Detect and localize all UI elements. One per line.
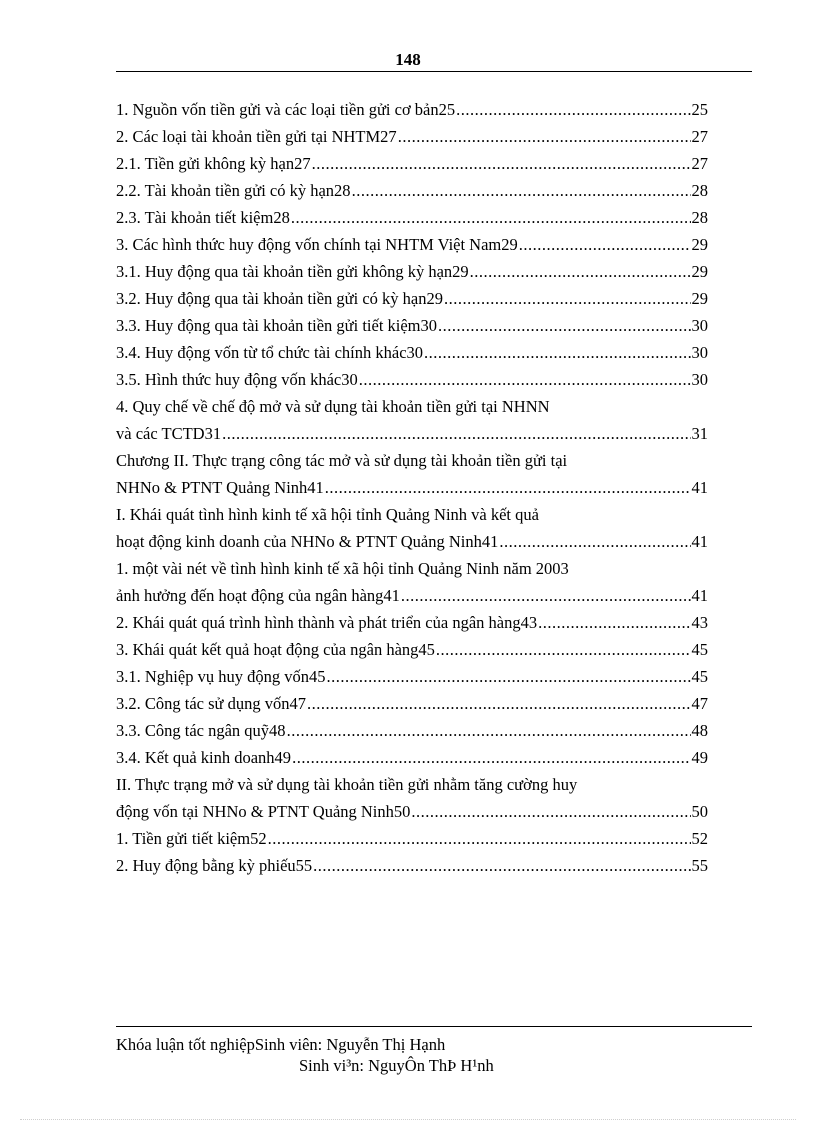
toc-entry-page: 50 — [691, 802, 708, 821]
toc-entry-page: 29 — [691, 289, 708, 308]
toc-entry-page: 30 — [691, 370, 708, 389]
toc-entry-page: 28 — [691, 181, 708, 200]
toc-entry-page: 30 — [691, 316, 708, 335]
toc-entry-title: 2.2. Tài khoản tiền gửi có kỳ hạn28 — [116, 181, 351, 200]
toc-dot-leader — [326, 663, 690, 690]
page-number: 148 — [395, 50, 421, 69]
toc-entry — [116, 636, 708, 663]
toc-entry-page: 55 — [691, 856, 708, 875]
toc-entry — [116, 393, 708, 420]
toc-entry — [116, 447, 708, 474]
toc-entry-title: ảnh hưởng đến hoạt động của ngân hàng41 — [116, 586, 400, 605]
toc-entry-page: 29 — [691, 262, 708, 281]
toc-entry-title: 3.3. Huy động qua tài khoản tiền gửi tiết kiệm30 — [116, 316, 438, 335]
toc-entry-title: 2. Huy động bằng kỳ phiếu55 — [116, 856, 313, 875]
toc-dot-leader — [292, 744, 690, 771]
toc-entry-page: 48 — [691, 721, 708, 740]
toc-entry-title: 1. Nguồn vốn tiền gửi và các loại tiền gửi cơ bản25 — [116, 100, 456, 119]
toc-entry-title: 3.5. Hình thức huy động vốn khác30 — [116, 370, 358, 389]
toc-entry-page: 27 — [691, 127, 708, 146]
toc-entry — [116, 123, 708, 150]
toc-entry — [116, 825, 708, 852]
toc-entry-title: 2.1. Tiền gửi không kỳ hạn27 — [116, 154, 311, 173]
toc-dot-leader — [401, 582, 691, 609]
footer-line-2: Sinh vi³n: NguyÔn ThÞ H¹nh — [299, 1056, 494, 1075]
toc-entry — [116, 258, 708, 285]
toc-dot-leader — [398, 123, 691, 150]
toc-dot-leader — [268, 825, 691, 852]
toc-dot-leader — [438, 312, 690, 339]
toc-entry-title: 4. Quy chế về chế độ mở và sử dụng tài khoản tiền gửi tại NHNN — [116, 397, 550, 416]
toc-entry-title: 3. Các hình thức huy động vốn chính tại NHTM Việt Nam29 — [116, 235, 518, 254]
toc-entry — [116, 582, 708, 609]
toc-entry — [116, 501, 708, 528]
toc-dot-leader — [307, 690, 691, 717]
toc-entry-page: 27 — [691, 154, 708, 173]
toc-entry — [116, 744, 708, 771]
toc-entry — [116, 420, 708, 447]
toc-entry-title: NHNo & PTNT Quảng Ninh41 — [116, 478, 324, 497]
toc-entry-title: 3. Khái quát kết quả hoạt động của ngân hàng45 — [116, 640, 435, 659]
header-rule — [116, 71, 752, 72]
toc-dot-leader — [359, 366, 691, 393]
toc-entry-title: động vốn tại NHNo & PTNT Quảng Ninh50 — [116, 802, 411, 821]
toc-entry-title: 3.1. Nghiệp vụ huy động vốn45 — [116, 667, 326, 686]
toc-dot-leader — [470, 258, 691, 285]
toc-entry-title: 3.2. Công tác sử dụng vốn47 — [116, 694, 306, 713]
toc-entry-title: 2.3. Tài khoản tiết kiệm28 — [116, 208, 290, 227]
toc-entry-title: 2. Các loại tài khoản tiền gửi tại NHTM27 — [116, 127, 397, 146]
toc-entry — [116, 474, 708, 501]
toc-entry — [116, 528, 708, 555]
toc-entry-title: 3.2. Huy động qua tài khoản tiền gửi có kỳ hạn29 — [116, 289, 443, 308]
toc-entry-page: 41 — [691, 478, 708, 497]
toc-entry-title: II. Thực trạng mở và sử dụng tài khoản tiền gửi nhằm tăng cường huy — [116, 775, 578, 794]
toc-entry-page: 52 — [691, 829, 708, 848]
toc-entry-title: 1. một vài nét về tình hình kinh tế xã hội tỉnh Quảng Ninh năm 2003 — [116, 559, 569, 578]
toc-entry — [116, 312, 708, 339]
toc-entry — [116, 366, 708, 393]
toc-entry — [116, 96, 708, 123]
toc-entry-title: Chương II. Thực trạng công tác mở và sử dụng tài khoản tiền gửi tại — [116, 451, 568, 470]
toc-dot-leader — [424, 339, 690, 366]
toc-entry-title: 3.4. Kết quả kinh doanh49 — [116, 748, 292, 767]
toc-dot-leader — [352, 177, 691, 204]
toc-entry-page: 25 — [691, 100, 708, 119]
toc-dot-leader — [436, 636, 691, 663]
toc-entry-title: và các TCTD31 — [116, 424, 222, 443]
toc-entry-page: 45 — [691, 667, 708, 686]
toc-entry-title: 3.1. Huy động qua tài khoản tiền gửi không kỳ hạn29 — [116, 262, 469, 281]
page-edge-divider — [20, 1119, 796, 1120]
toc-entry-page: 31 — [691, 424, 708, 443]
toc-dot-leader — [411, 798, 690, 825]
toc-entry-page: 30 — [691, 343, 708, 362]
toc-entry — [116, 204, 708, 231]
toc-entry — [116, 798, 708, 825]
toc-dot-leader — [222, 420, 690, 447]
toc-entry-page: 28 — [691, 208, 708, 227]
footer-rule — [116, 1026, 752, 1027]
toc-entry-title: 3.4. Huy động vốn từ tổ chức tài chính khác30 — [116, 343, 424, 362]
toc-entry — [116, 609, 708, 636]
toc-entry-page: 47 — [691, 694, 708, 713]
toc-entry-title: 3.3. Công tác ngân quỹ48 — [116, 721, 286, 740]
toc-entry-title: I. Khái quát tình hình kinh tế xã hội tỉnh Quảng Ninh và kết quả — [116, 505, 539, 524]
toc-entry-title: 1. Tiền gửi tiết kiệm52 — [116, 829, 267, 848]
toc-entry-page: 43 — [691, 613, 708, 632]
toc-entry — [116, 177, 708, 204]
toc-entry — [116, 663, 708, 690]
toc-dot-leader — [287, 717, 691, 744]
toc-entry-page: 41 — [691, 532, 708, 551]
toc-dot-leader — [291, 204, 691, 231]
toc-entry — [116, 717, 708, 744]
toc-entry-title: 2. Khái quát quá trình hình thành và phát triển của ngân hàng43 — [116, 613, 538, 632]
toc-entry — [116, 771, 708, 798]
toc-dot-leader — [325, 474, 691, 501]
toc-entry — [116, 285, 708, 312]
footer-line-1: Khóa luận tốt nghiệpSinh viên: Nguyễn Thị Hạnh — [116, 1035, 446, 1054]
toc-dot-leader — [313, 852, 690, 879]
toc-entry-page: 49 — [691, 748, 708, 767]
toc-dot-leader — [499, 528, 690, 555]
toc-entry-page: 41 — [691, 586, 708, 605]
toc-entry — [116, 690, 708, 717]
toc-entry — [116, 555, 708, 582]
toc-entry-page: 29 — [691, 235, 708, 254]
toc-entry — [116, 852, 708, 879]
toc-dot-leader — [519, 231, 691, 258]
table-of-contents — [116, 96, 708, 879]
toc-entry — [116, 150, 708, 177]
toc-entry — [116, 231, 708, 258]
toc-entry — [116, 339, 708, 366]
toc-dot-leader — [312, 150, 691, 177]
toc-entry-page: 45 — [691, 640, 708, 659]
toc-entry-title: hoạt động kinh doanh của NHNo & PTNT Quảng Ninh41 — [116, 532, 499, 551]
toc-dot-leader — [538, 609, 690, 636]
toc-dot-leader — [444, 285, 691, 312]
toc-dot-leader — [456, 96, 690, 123]
